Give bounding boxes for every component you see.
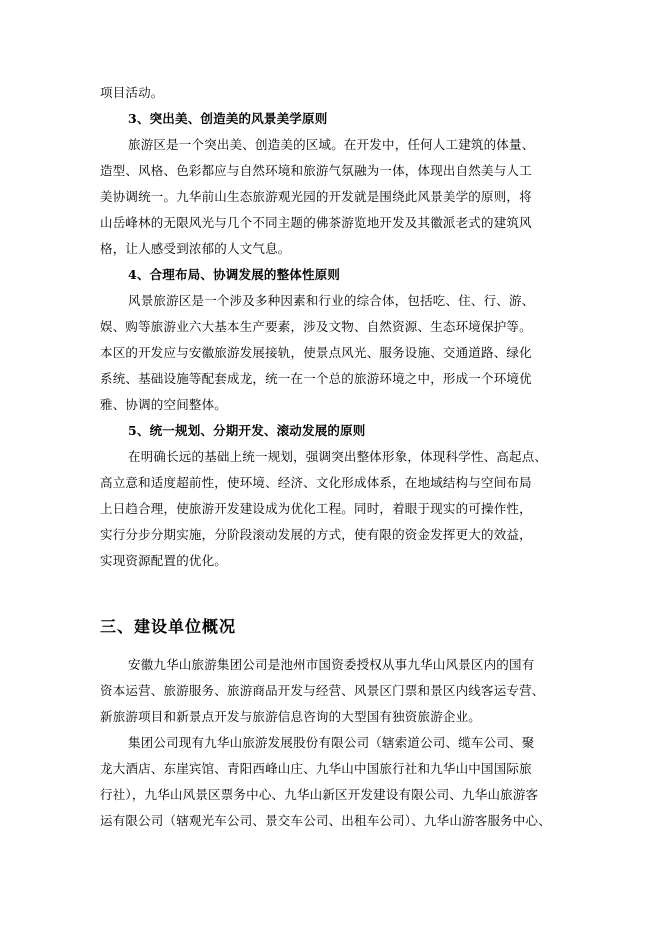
paragraph-line: 安徽九华山旅游集团公司是池州市国资委授权从事九华山风景区内的国有 xyxy=(128,657,535,672)
paragraph-line: 新旅游项目和新景点开发与旅游信息咨询的大型国有独资旅游企业。 xyxy=(100,709,482,724)
paragraph-line: 系统、基础设施等配套成龙，统一在一个总的旅游环境之中，形成一个环境优 xyxy=(100,371,532,386)
paragraph-line: 资本运营、旅游服务、旅游商品开发与经营、风景区门票和景区内线客运专营、 xyxy=(100,683,545,698)
paragraph-line: 上日趋合理，使旅游开发建设成为优化工程。同时，着眼于现实的可操作性， xyxy=(100,501,532,516)
paragraph-line: 格，让人感受到浓郁的人文气息。 xyxy=(100,241,291,256)
principle-4-heading: 4、合理布局、协调发展的整体性原则 xyxy=(128,267,341,282)
paragraph-line: 本区的开发应与安徽旅游发展接轨，使景点风光、服务设施、交通道路、绿化 xyxy=(100,345,532,360)
paragraph-line: 实现资源配置的优化。 xyxy=(100,553,228,568)
paragraph-line: 实行分步分期实施，分阶段滚动发展的方式，使有限的资金发挥更大的效益， xyxy=(100,527,532,542)
paragraph-line: 旅游区是一个突出美、创造美的区域。在开发中，任何人工建筑的体量、 xyxy=(128,137,535,152)
paragraph-line: 山岳峰林的无限风光与几个不同主题的佛茶游览地开发及其徽派老式的建筑风 xyxy=(100,215,532,230)
paragraph-line: 风景旅游区是一个涉及多种因素和行业的综合体，包括吃、住、行、游、 xyxy=(128,293,535,308)
paragraph-line: 在明确长远的基础上统一规划，强调突出整体形象，体现科学性、高起点、 xyxy=(128,449,548,464)
paragraph-line: 高立意和适度超前性，使环境、经济、文化形成体系，在地域结构与空间布局 xyxy=(100,475,532,490)
paragraph-line: 行社），九华山风景区票务中心、九华山新区开发建设有限公司、九华山旅游客 xyxy=(100,787,539,802)
paragraph-line: 美协调统一。九华前山生态旅游观光园的开发就是围绕此风景美学的原则，将 xyxy=(100,189,532,204)
paragraph-line: 雅、协调的空间整体。 xyxy=(100,397,228,412)
paragraph-line: 造型、风格、色彩都应与自然环境和旅游气氛融为一体，体现出自然美与人工 xyxy=(100,163,532,178)
paragraph-line: 集团公司现有九华山旅游发展股份有限公司（辖索道公司、缆车公司、聚 xyxy=(128,735,535,750)
continuation-text: 项目活动。 xyxy=(100,85,164,100)
paragraph-line: 运有限公司（辖观光车公司、景交车公司、出租车公司）、九华山游客服务中心、 xyxy=(100,813,551,828)
paragraph-line: 龙大酒店、东崖宾馆、青阳西峰山庄、九华山中国旅行社和九华山中国国际旅 xyxy=(100,761,532,776)
principle-3-heading: 3、突出美、创造美的风景美学原则 xyxy=(128,111,328,126)
principle-5-heading: 5、统一规划、分期开发、滚动发展的原则 xyxy=(128,423,366,438)
section-title: 三、建设单位概况 xyxy=(100,617,237,636)
paragraph-line: 娱、购等旅游业六大基本生产要素，涉及文物、自然资源、生态环境保护等。 xyxy=(100,319,532,334)
